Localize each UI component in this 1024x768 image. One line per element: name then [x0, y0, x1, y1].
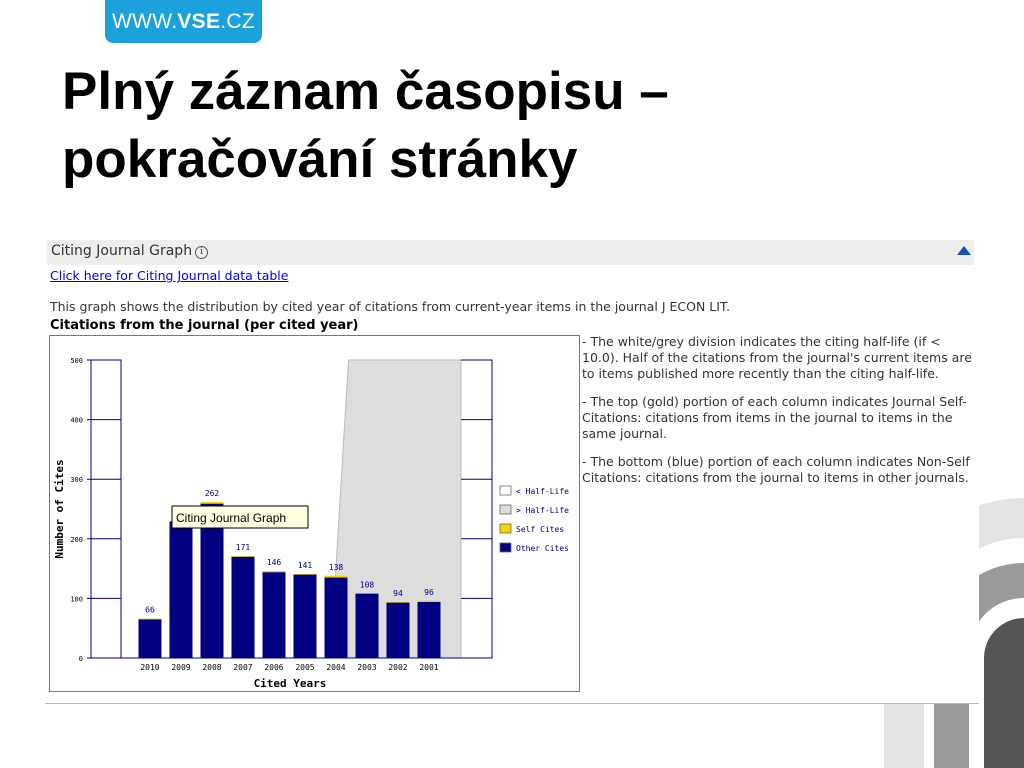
logo-prefix: WWW. [112, 9, 178, 33]
x-tick-label: 2009 [171, 663, 191, 672]
panel-title [51, 243, 208, 259]
bar-other-cites [263, 572, 286, 658]
x-tick-label: 2005 [295, 663, 315, 672]
x-tick-label: 2003 [357, 663, 377, 672]
legend-swatch [500, 486, 511, 495]
triangle-up-icon[interactable] [957, 246, 971, 255]
logo-suffix: .CZ [220, 9, 255, 33]
graph-notes [582, 334, 977, 498]
citing-journal-chart [49, 335, 580, 692]
legend-label: Self Cites [516, 525, 565, 534]
data-table-link[interactable]: Click here for Citing Journal data table [50, 268, 289, 283]
bar-other-cites [170, 522, 193, 658]
logo-brand: VSE [177, 9, 221, 33]
right-gutter [461, 360, 492, 658]
slide-title-line-1: Plný záznam časopisu – [62, 62, 669, 121]
data-label: 108 [359, 580, 375, 590]
slide-title-line-2: pokračování stránky [62, 130, 578, 189]
data-label: 262 [204, 488, 220, 498]
legend-swatch [500, 505, 511, 514]
legend-label: < Half-Life [516, 487, 569, 496]
data-label: 146 [266, 557, 282, 567]
x-tick-label: 2006 [264, 663, 284, 672]
y-tick-label: 500 [70, 357, 83, 365]
data-label: 66 [145, 605, 155, 615]
bar-self-cites [139, 619, 162, 620]
chart-heading: Citations from the journal (per cited year) [50, 318, 359, 333]
chart-svg [50, 336, 579, 691]
panel-title-text: Citing Journal Graph [51, 243, 193, 259]
y-tick-label: 400 [70, 416, 83, 425]
y-tick-label: 200 [70, 535, 83, 544]
bar-other-cites [418, 602, 441, 658]
bar-self-cites [294, 574, 317, 575]
bar-other-cites [325, 578, 348, 658]
legend-swatch [500, 524, 511, 533]
graph-description: This graph shows the distribution by cited year of citations from current-year items in the journal J ECON LIT. [50, 299, 731, 314]
y-tick-label: 100 [70, 595, 83, 604]
bar-self-cites [418, 601, 441, 602]
data-label: 96 [424, 587, 434, 597]
legend-swatch [500, 543, 511, 552]
data-label: 138 [328, 562, 344, 572]
tooltip-text: Citing Journal Graph [176, 511, 287, 525]
bar-other-cites [232, 557, 255, 658]
slide-title [62, 58, 962, 194]
data-label: 141 [297, 560, 313, 570]
bar-self-cites [325, 576, 348, 578]
bar-self-cites [387, 602, 410, 603]
y-tick-label: 0 [78, 655, 83, 663]
panel-header [47, 240, 974, 265]
x-tick-label: 2004 [326, 663, 346, 672]
note-self-cites: - The top (gold) portion of each column indicates Journal Self-Citations: citations from items in the journal to items in the same journal. [582, 394, 967, 441]
bar-self-cites [263, 571, 286, 572]
bar-other-cites [139, 619, 162, 658]
x-axis-title: Cited Years [253, 677, 327, 690]
note-half-life: - The white/grey division indicates the citing half-life (if < 10.0). Half of the citations from the journal's current items are to items published more recently than the citing half-life. [582, 334, 972, 381]
info-icon[interactable]: i [195, 246, 208, 259]
legend-label: Other Cites [516, 544, 569, 553]
bar-other-cites [294, 575, 317, 658]
bar-self-cites [201, 502, 224, 504]
bar-other-cites [387, 603, 410, 658]
x-tick-label: 2007 [233, 663, 253, 672]
x-tick-label: 2010 [140, 663, 160, 672]
x-tick-label: 2002 [388, 663, 408, 672]
x-tick-label: 2008 [202, 663, 222, 672]
legend-label: > Half-Life [516, 506, 569, 515]
bar-self-cites [232, 556, 255, 557]
bar-other-cites [356, 594, 379, 658]
note-other-cites: - The bottom (blue) portion of each column indicates Non-Self Citations: citations from the journal to items in other journals. [582, 454, 970, 485]
left-gutter [91, 360, 121, 658]
x-tick-label: 2001 [419, 663, 439, 672]
y-tick-label: 300 [70, 476, 83, 485]
data-label: 94 [393, 588, 403, 598]
vse-logo [105, 0, 262, 43]
y-axis-title: Number of Cites [53, 459, 66, 559]
data-label: 171 [235, 543, 251, 553]
